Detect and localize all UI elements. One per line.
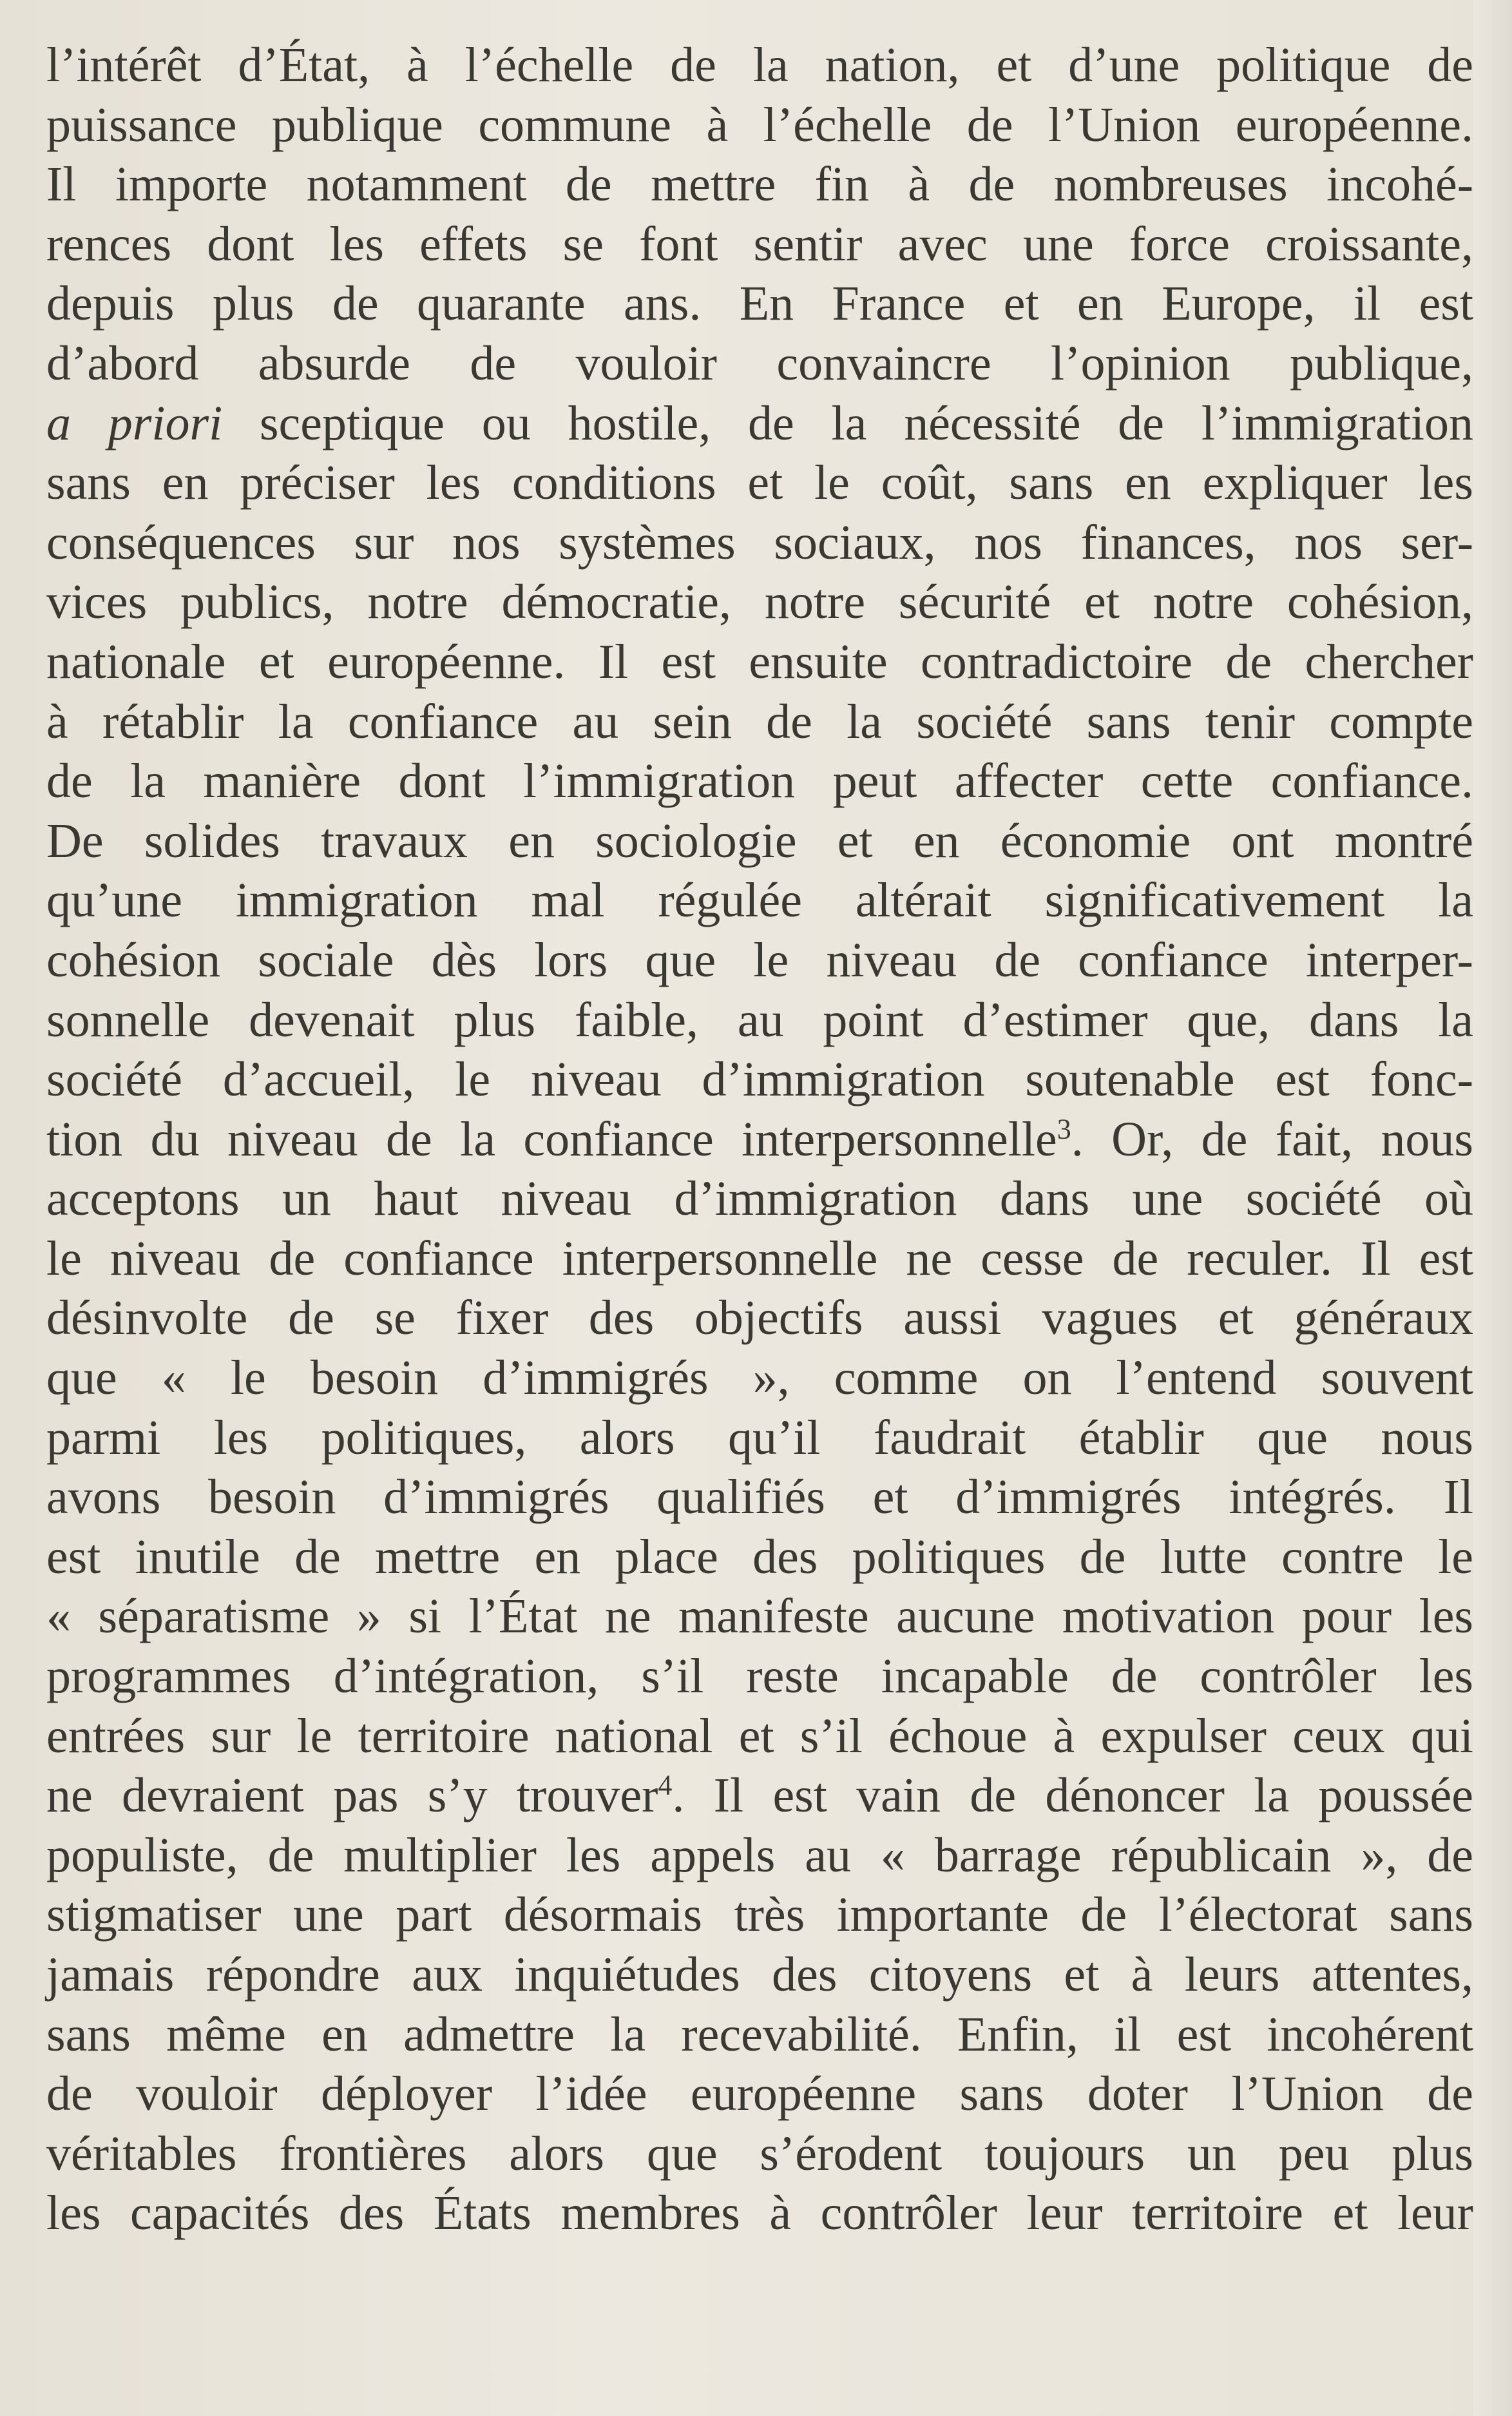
text-line-19-rest: . Or, de fait, nous (1071, 1112, 1474, 1166)
text-line-19-start: tion du niveau de la confiance interpersonnelle (46, 1112, 1057, 1166)
text-line-15: qu’une immigration mal régulée altérait significativement la (46, 873, 1473, 928)
text-line-19 (46, 1110, 1473, 1170)
text-line-34: sans même en admettre la recevabilité. Enfin, il est incohérent (46, 2007, 1473, 2062)
text-line-13: de la manière dont l’immigration peut affecter cette confiance. (46, 754, 1473, 809)
text-line-10: vices publics, notre démocratie, notre sécurité et notre cohésion, (46, 575, 1473, 630)
page-edge (1473, 0, 1512, 2416)
text-line-30-rest: . Il est vain de dénoncer la poussée (672, 1768, 1473, 1823)
text-line-16: cohésion sociale dès lors que le niveau de confiance interper- (46, 933, 1473, 987)
text-line-9: conséquences sur nos systèmes sociaux, nos finances, nos ser- (46, 515, 1473, 570)
body-text (46, 35, 1473, 2243)
text-line-20: acceptons un haut niveau d’immigration dans une société où (46, 1172, 1473, 1226)
text-line-18: société d’accueil, le niveau d’immigration soutenable est fonc- (46, 1052, 1473, 1107)
text-line-30-start: ne devraient pas s’y trouver (46, 1768, 658, 1823)
text-line-29: entrées sur le territoire national et s’il échoue à expulser ceux qui (46, 1708, 1473, 1763)
text-line-14: De solides travaux en sociologie et en économie ont montré (46, 813, 1473, 868)
text-line-31: populiste, de multiplier les appels au « barrage républicain », de (46, 1828, 1473, 1882)
text-line-7 (46, 394, 1473, 454)
text-line-2: puissance publique commune à l’échelle de l’Union européenne. (46, 97, 1473, 152)
text-line-21: le niveau de confiance interpersonnelle ne cesse de reculer. Il est (46, 1231, 1473, 1286)
text-line-4: rences dont les effets se font sentir avec une force croissante, (46, 217, 1473, 271)
text-line-12: à rétablir la confiance au sein de la société sans tenir compte (46, 694, 1473, 749)
text-line-32: stigmatiser une part désormais très importante de l’électorat sans (46, 1888, 1473, 1942)
text-line-30 (46, 1766, 1473, 1826)
text-line-28: programmes d’intégration, s’il reste incapable de contrôler les (46, 1649, 1473, 1704)
italic-a-priori: a priori (46, 396, 223, 450)
text-line-26: est inutile de mettre en place des politiques de lutte contre le (46, 1529, 1473, 1584)
text-line-8: sans en préciser les conditions et le coût, sans en expliquer les (46, 456, 1473, 510)
text-line-35: de vouloir déployer l’idée européenne sans doter l’Union de (46, 2067, 1473, 2121)
text-line-23: que « le besoin d’immigrés », comme on l’entend souvent (46, 1351, 1473, 1406)
text-line-1: l’intérêt d’État, à l’échelle de la nation, et d’une politique de (46, 38, 1473, 92)
text-line-17: sonnelle devenait plus faible, au point d’estimer que, dans la (46, 992, 1473, 1047)
text-line-25: avons besoin d’immigrés qualifiés et d’immigrés intégrés. Il (46, 1470, 1473, 1525)
text-line-3: Il importe notamment de mettre fin à de nombreuses incohé- (46, 157, 1473, 212)
text-line-22: désinvolte de se fixer des objectifs aussi vagues et généraux (46, 1291, 1473, 1346)
text-line-37: les capacités des États membres à contrôler leur territoire et leur (46, 2186, 1473, 2241)
text-line-33: jamais répondre aux inquiétudes des citoyens et à leurs attentes, (46, 1947, 1473, 2002)
text-line-11: nationale et européenne. Il est ensuite contradictoire de chercher (46, 634, 1473, 689)
text-line-7-rest: sceptique ou hostile, de la nécessité de l’immigration (222, 396, 1473, 450)
text-line-5: depuis plus de quarante ans. En France et en Europe, il est (46, 276, 1473, 331)
text-line-36: véritables frontières alors que s’érodent toujours un peu plus (46, 2126, 1473, 2181)
footnote-ref-4: 4 (658, 1769, 673, 1801)
text-line-27: « séparatisme » si l’État ne manifeste aucune motivation pour les (46, 1589, 1473, 1644)
text-line-24: parmi les politiques, alors qu’il faudrait établir que nous (46, 1410, 1473, 1465)
text-line-6: d’abord absurde de vouloir convaincre l’opinion publique, (46, 336, 1473, 391)
footnote-ref-3: 3 (1057, 1113, 1071, 1145)
